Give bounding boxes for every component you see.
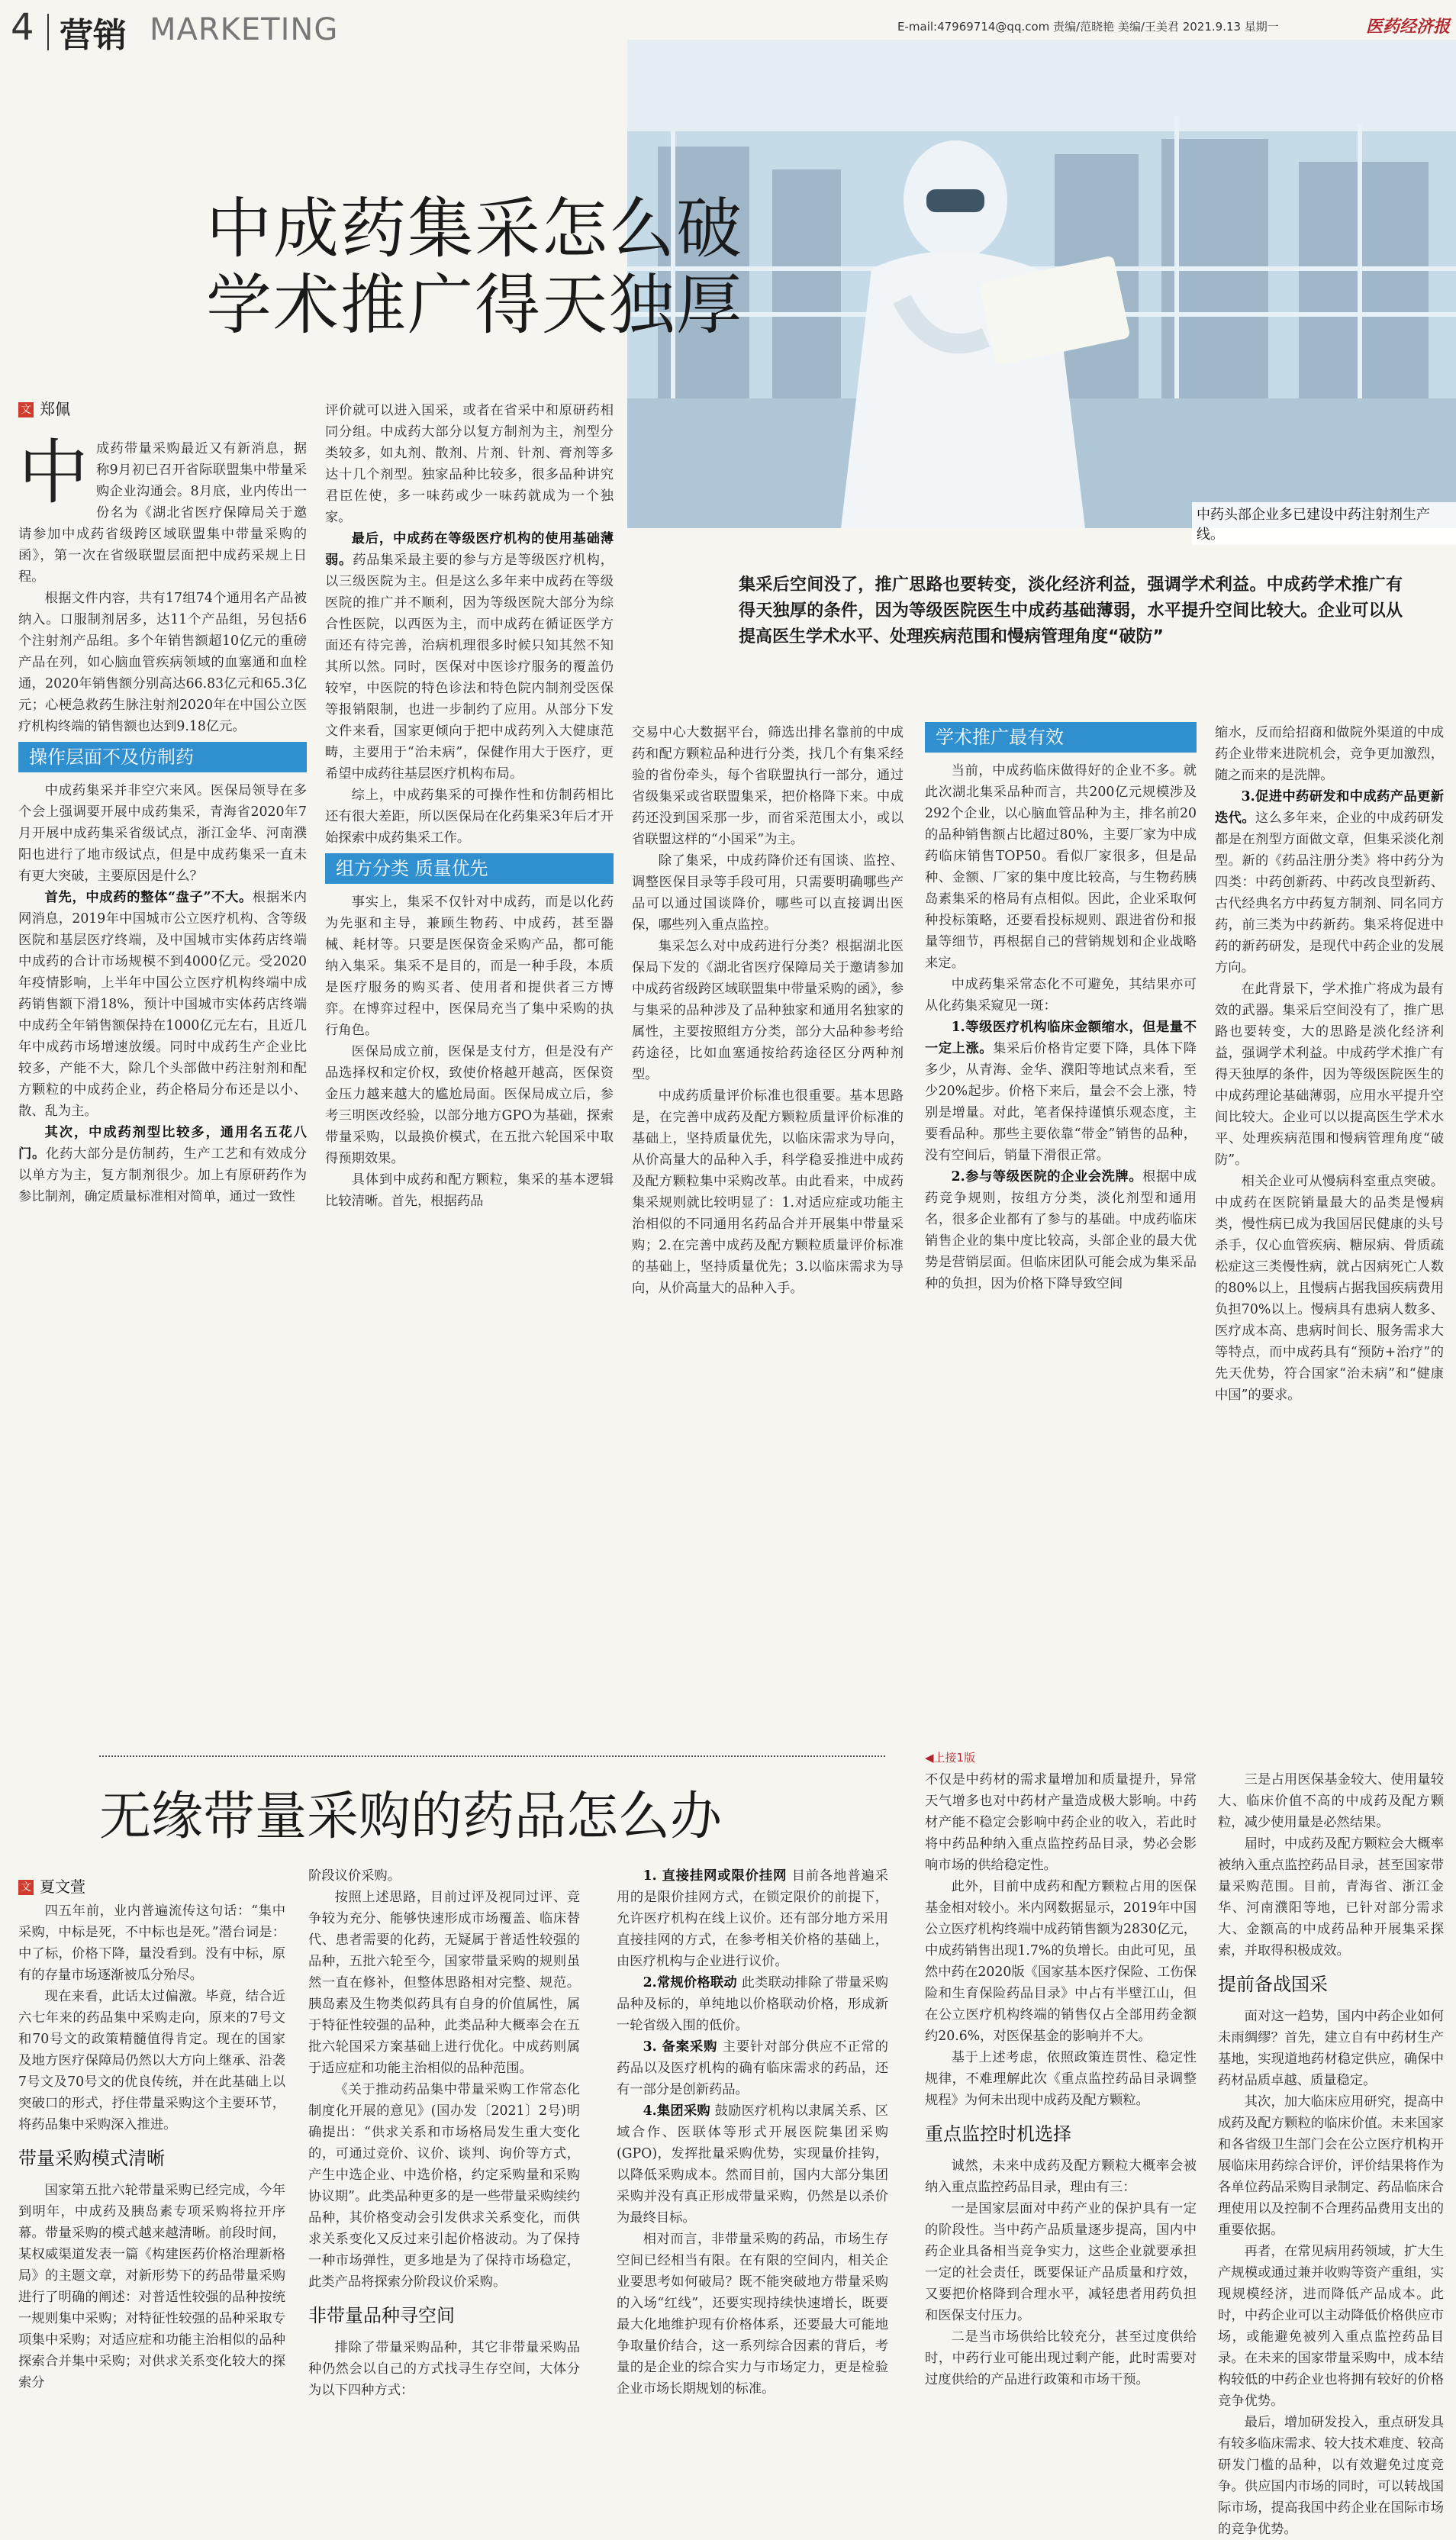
article1-lead: 集采后空间没了，推广思路也要转变，淡化经济利益，强调学术利益。中成药学术推广有得天独厚的条件，因为等级医院医生中成药基础薄弱，水平提升空间比较大。企业可以从提高医生学术水平、处理疾病范围和慢病管理角度“破防” <box>739 575 1403 646</box>
author-name: 郑佩 <box>40 400 70 418</box>
section-heading: 重点监控时机选择 <box>925 2123 1071 2145</box>
article2-column-4 <box>925 1769 1197 2387</box>
article1-title-line2: 学术推广得天独厚 <box>206 267 743 343</box>
paragraph <box>18 1122 307 1207</box>
paragraph: 中成药集采并非空穴来风。医保局领导在多个会上强调要开展中成药集采，青海省2020年7月开展中成药集采省级试点，浙江金华、河南濮阳也进行了地市级试点，但是中成药集采一直未有更大突破，主要原因是什么？ <box>18 783 307 884</box>
cleanroom-photo <box>627 40 1456 543</box>
article2-column-1 <box>18 1900 285 2390</box>
bold-lead: 2.常规价格联动 <box>643 1975 737 1990</box>
masthead-logo: 医药经济报 <box>1366 17 1451 37</box>
paragraph: 其次，加大临床应用研究，提高中成药及配方颗粒的临床价值。未来国家和各省级卫生部门会在公立医疗机构开展临床用药综合评价，评价结果将作为各单位药品采购目录制定、药品临床合理使用以及控制不合理药品费用支出的重要依据。 <box>1218 2094 1444 2238</box>
paragraph-text: 集采后价格肯定要下降，具体下降多少，从青海、金华、濮阳等地试点来看，至少20%起步。价格下来后，量会不会上涨，特别是增量。对此，笔者保持谨慎乐观态度，主要看品种。那些主要依靠“带金”销售的品种，没有空间后，销量下滑很正常。 <box>925 1041 1197 1163</box>
paragraph <box>18 887 307 1122</box>
bold-lead: 1.等级医疗机构临床金额缩水，但是量不一定上涨。 <box>925 1020 1197 1056</box>
paragraph-text: 根据中成药竞争规则，按组方分类，淡化剂型和通用名，很多企业都有了参与的基础。中成药临床销售企业的集中度比较高，头部企业的最大优势是营销层面。但临床团队可能会成为集采品种的负担，因为价格下降导致空间 <box>925 1169 1197 1291</box>
paragraph: 面对这一趋势，国内中药企业如何未雨绸缪？首先，建立自有中药材生产基地，实现道地药材稳定供应，确保中药材品质卓越、质量稳定。 <box>1218 2009 1444 2088</box>
section-name-en: MARKETING <box>150 12 339 47</box>
paragraph-text: 主要针对部分供应不正常的药品以及医疗机构的确有临床需求的药品，还有一部分是创新药品。 <box>617 2039 888 2097</box>
section-heading: 带量采购模式清晰 <box>18 2148 165 2169</box>
article1-title <box>206 191 743 343</box>
bold-lead: 4.集团采购 <box>643 2103 710 2119</box>
section-heading: 非带量品种寻空间 <box>308 2305 455 2326</box>
paragraph: 评价就可以进入国采，或者在省采中和原研药相同分组。中成药大部分以复方制剂为主，剂型分类较多，如丸剂、散剂、片剂、针剂、膏剂等多达十几个剂型。独家品种比较多，很多品种讲究君臣佐使，多一味药或少一味药就成为一个独家。 <box>325 403 614 525</box>
paragraph <box>925 1017 1197 1166</box>
paragraph: 集采怎么对中成药进行分类？根据湖北医保局下发的《湖北省医疗保障局关于邀请参加中成药省级跨区域联盟集中带量采购的函》，参与集采的品种涉及了品种独家和通用名独家的属性，主要按照组方分类，部分大品种参考给药途径，比如血塞通按给药途径区分两种剂型。 <box>632 939 904 1082</box>
paragraph: 中成药集采常态化不可避免，其结果亦可从化药集采窥见一斑： <box>925 977 1197 1014</box>
article1-title-line1: 中成药集采怎么破 <box>206 191 743 267</box>
bold-lead: 2.参与等级医院的企业会洗牌。 <box>951 1169 1143 1185</box>
bold-lead: 1. 直接挂网或限价挂网 <box>643 1868 788 1884</box>
paragraph: 三是占用医保基金较大、使用量较大、临床价值不高的中成药及配方颗粒，减少使用量是必然结果。 <box>1218 1772 1444 1830</box>
paragraph: 中成药质量评价标准也很重要。基本思路是，在完善中成药及配方颗粒质量评价标准的基础上，坚持质量优先，以临床需求为导向，从价高量大的品种入手，科学稳妥推进中成药及配方颗粒集中采购改革。由此看来，中成药集采规则就比较明显了：1.对适应症或功能主治相似的不同通用名药品合并开展集中带量采购；2.在完善中成药及配方颗粒质量评价标准的基础上，坚持质量优先；3.以临床需求为导向，从价高量大的品种入手。 <box>632 1088 904 1296</box>
author-tag: 文 <box>18 1880 34 1895</box>
bold-lead: 最后，中成药在等级医疗机构的使用基础薄弱。 <box>325 531 614 568</box>
paragraph: 交易中心大数据平台，筛选出排名靠前的中成药和配方颗粒品种进行分类，找几个有集采经验的省份牵头，每个省联盟执行一部分，通过省级集采或省联盟集采，把价格降下来。中成药还没到国采那一步，而省采范围太小，或以省联盟这样的“小国采”为主。 <box>632 725 904 847</box>
section-heading: 提前备战国采 <box>1218 1974 1328 1995</box>
section-heading: 操作层面不及仿制药 <box>18 742 307 772</box>
paragraph: 届时，中成药及配方颗粒会大概率被纳入重点监控药品目录，甚至国家带量采购范围。目前，青海省、浙江金华、河南濮阳等地，已针对部分需求大、金额高的中成药品种开展集采探索，并取得积极成效。 <box>1218 1836 1444 1958</box>
paragraph: 《关于推动药品集中带量采购工作常态化制度化开展的意见》(国办发〔2021〕2号)明确提出：“供求关系和市场格局发生重大变化的，可通过竞价、议价、谈判、询价等方式，产生中选企业、中选价格，约定采购量和采购协议期”。此类品种更多的是一些带量采购续约品种，其价格变动会引发供求关系变化，而供求关系变化又反过来引起价格波动。为了保持一种市场弹性，更多地是为了保持市场稳定，此类产品将探索分阶段议价采购。 <box>308 2082 580 2290</box>
article2-column-3 <box>617 1865 888 2397</box>
dropcap: 中 <box>18 432 89 514</box>
paragraph: 按照上述思路，目前过评及视同过评、竞争较为充分、能够快速形成市场覆盖、临床替代、患者需要的化药，无疑属于普适性较强的品种，五批六轮至今，国家带量采购的规则虽然一直在修补，但整体思路相对完整、规范。胰岛素及生物类似药具有自身的价值属性，属于特征性较强的品种，此类品种大概率会在五批六轮国采方案基础上进行优化。中成药则属于适应症和功能主治相似的品种范围。 <box>308 1890 580 2076</box>
article2-column-2 <box>308 1865 580 2398</box>
paragraph: 一是国家层面对中药产业的保护具有一定的阶段性。当中药产品质量逐步提高，国内中药企业具备相当竞争实力，这些企业就要承担一定的社会责任，既要保证产品质量和疗效，又要把价格降到合理水平，减轻患者用药负担和医保支付压力。 <box>925 2201 1197 2323</box>
paragraph-text: 药品集采最主要的参与方是等级医疗机构，以三级医院为主。但是这么多年来中成药在等级医院的推广并不顺利，因为等级医院大部分为综合性医院，以西医为主，而中成药在循证医学方面还有待完善，治病机理很多时候只知其然不知其所以然。同时，医保对中医诊疗服务的覆盖仍较窄，中医院的特色诊法和特色院内制剂受医保等报销限制，也进一步制约了应用。从部分下发文件来看，国家更倾向于把中成药列入大健康范畴，主要用于“治未病”，保健作用大于医疗，更希望中成药往基层医疗机构布局。 <box>325 553 614 782</box>
paragraph: 诚然，未来中成药及配方颗粒大概率会被纳入重点监控药品目录，理由有三： <box>925 2158 1197 2195</box>
paragraph: 缩水，反而给招商和做院外渠道的中成药企业带来进院机会，竞争更加激烈，随之而来的是洗牌。 <box>1215 725 1444 783</box>
paragraph-text: 这么多年来，企业的中成药研发都是在剂型方面做文章，但集采淡化剂型。新的《药品注册分类》将中药分为四类：中药创新药、中药改良型新药、古代经典名方中药复方制剂、同名同方药，前三类为中药新药。集采将促进中药的新药研发，是现代中药企业的发展方向。 <box>1215 811 1444 975</box>
article1-column-5 <box>1215 722 1444 1699</box>
paragraph: 综上，中成药集采的可操作性和仿制药相比还有很大差距，所以医保局在化药集采3年后才开始探索中成药集采工作。 <box>325 788 614 846</box>
article2-title: 无缘带量采购的药品怎么办 <box>99 1787 723 1847</box>
article2-author <box>18 1874 85 1897</box>
paragraph-text: 化药大部分是仿制药，生产工艺和有效成分以单方为主，复方制剂很少。加上有原研药作为参比制剂，确定质量标准相对简单，通过一致性 <box>18 1146 307 1204</box>
paragraph <box>617 2036 888 2100</box>
continued-label: ◀上接1版 <box>925 1751 976 1765</box>
article1-author <box>18 397 70 419</box>
paragraph-text: 根据米内网消息，2019年中国城市公立医疗机构、含等级医院和基层医疗终端，及中国城市实体药店终端中成药的合计市场规模不到4000亿元。受2020年疫情影响，上半年中国公立医疗机构终端中成药销售额下滑18%，预计中国城市实体药店终端中成药全年销售额保持在1000亿元左右，且近几年中成药市场增速放缓。同时中成药生产企业比较多，产能不大，除几个头部做中药注射剂和配方颗粒的中成药企业，药企格局分布还是以小、散、乱为主。 <box>18 890 307 1119</box>
paragraph: 具体到中成药和配方颗粒，集采的基本逻辑比较清晰。首先，根据药品 <box>325 1172 614 1209</box>
paragraph: 此外，目前中成药和配方颗粒占用的医保基金相对较小。米内网数据显示，2019年中国公立医疗机构终端中成药销售额为2830亿元，中成药销售出现1.7%的负增长。由此可见，虽然中药在2020版《国家基本医疗保险、工伤保险和生育保险药品目录》中占有半壁江山，但在公立医疗机构终端的销售仅占全部用药金额约20.6%，对医保基金的影响并不大。 <box>925 1879 1197 2044</box>
paragraph: 当前，中成药临床做得好的企业不多。就此次湖北集采品种而言，共200亿元规模涉及292个企业，以心脑血管品种为主，排名前20的品种销售额占比超过80%，主要厂家为中成药临床销售TOP50。看似厂家很多，但是品种、金额、厂家的集中度比较高，与生物药胰岛素集采的格局有点相似。因此，企业采取何种投标策略，还要看投标规则、跟进省份和报量等细节，再根据自己的营销规划和企业战略来定。 <box>925 763 1197 971</box>
paragraph: 排除了带量采购品种，其它非带量采购品种仍然会以自己的方式找寻生存空间，大体分为以下四种方式： <box>308 2340 580 2398</box>
paragraph: 相对而言，非带量采购的药品，市场生存空间已经相当有限。在有限的空间内，相关企业要思考如何破局？既不能突破地方带量采购的入场“红线”，还要实现持续快速增长，既要最大化地维护现有价格体系，还要最大可能地争取量价结合，这一系列综合因素的背后，考量的是企业的综合实力与市场定力，更是检验企业市场长期规划的标准。 <box>617 2232 888 2397</box>
article2-rule <box>99 1755 885 1757</box>
bold-lead: 3. 备案采购 <box>643 2039 718 2055</box>
paragraph <box>1215 786 1444 978</box>
paragraph <box>325 528 614 785</box>
paragraph: 根据文件内容，共有17组74个通用名产品被纳入。口服制剂居多，达11个产品组，另包括6个注射剂产品组。多个年销售额超10亿元的重磅产品在列，如心脑血管疾病领域的血塞通和血栓通，2020年销售额分别高达66.83亿元和65.3亿元；心梗急救药生脉注射剂2020年在中国公立医疗机构终端的销售额也达到9.18亿元。 <box>18 591 307 734</box>
header-divider <box>47 14 49 50</box>
section-heading: 组方分类 质量优先 <box>325 853 614 884</box>
bold-lead: 3.促进中药研发和中成药产品更新迭代。 <box>1215 789 1444 826</box>
paragraph: 医保局成立前，医保是支付方，但是没有产品选择权和定价权，致使价格越开越高，医保资金压力越来越大的尴尬局面。医保局成立后，参考三明医改经验，以部分地方GPO为基础，探索带量采购，以最换价模式，在五批六轮国采中取得预期效果。 <box>325 1044 614 1166</box>
page-number: 4 <box>11 6 34 49</box>
paragraph: 阶段议价采购。 <box>308 1868 401 1884</box>
paragraph: 四五年前，业内普遍流传这句话：“集中采购，中标是死，不中标也是死。”潜台词是：中了标，价格下降，量没看到。没有中标，原有的存量市场逐渐被瓜分殆尽。 <box>18 1903 285 1983</box>
bold-lead: 其次，中成药剂型比较多，通用名五花八门。 <box>18 1125 307 1162</box>
paragraph: 相关企业可从慢病科室重点突破。中成药在医院销量最大的品类是慢病类，慢性病已成为我国居民健康的头号杀手，仅心血管疾病、糖尿病、骨质疏松症这三类慢性病，就占因病死亡人数的80%以上，且慢病占据我国疾病费用负担70%以上。慢病具有患病人数多、医疗成本高、患病时间长、服务需求大等特点，而中成药具有“预防+治疗”的先天优势，符合国家“治未病”和“健康中国”的要求。 <box>1215 1174 1444 1403</box>
article1-column-1 <box>18 432 307 1697</box>
paragraph <box>617 1972 888 2036</box>
paragraph: 再者，在常见病用药领域，扩大生产规模或通过兼并收购等资产重组，实现规模经济，进而降低产品成本。此时，中药企业可以主动降低价格供应市场，或能避免被列入重点监控药品目录。在未来的国家带量采购中，成本结构较低的中药企业也将拥有较好的价格竞争优势。 <box>1218 2244 1444 2409</box>
paragraph: 事实上，集采不仅针对中成药，而是以化药为先驱和主导，兼顾生物药、中成药，甚至器械、耗材等。只要是医保资金采购产品，都可能纳入集采。集采不是目的，而是一种手段，本质是医疗服务的购买者、使用者和提供者三方博弈。在博弈过程中，医保局充当了集中采购的执行角色。 <box>325 894 614 1038</box>
header-info: E-mail:47969714@qq.com 责编/范晓艳 美编/王美君 2021.9.13 星期一 <box>897 20 1279 34</box>
paragraph <box>617 1865 888 1972</box>
paragraph <box>925 1166 1197 1294</box>
author-name: 夏文萱 <box>40 1878 85 1896</box>
paragraph: 二是当市场供给比较充分，甚至过度供给时，中药行业可能出现过剩产能，此时需要对过度供给的产品进行政策和市场干预。 <box>925 2329 1197 2387</box>
article1-column-4 <box>925 717 1197 1699</box>
paragraph: 国家第五批六轮带量采购已经完成，今年到明年，中成药及胰岛素专项采购将拉开序幕。带量采购的模式越来越清晰。前段时间，某权威渠道发表一篇《构建医药价格治理新格局》的主题文章，对新形势下的药品带量采购进行了明确的阐述：对普适性较强的品种按统一规则集中采购；对特征性较强的品种采取专项集中采购；对适应症和功能主治相似的品种探索合并集中采购；对供求关系变化较大的探索分 <box>18 2183 285 2390</box>
paragraph: 成药带量采购最近又有新消息，据称9月初已召开省际联盟集中带量采购企业沟通会。8月底，业内传出一份名为《湖北省医疗保障局关于邀请参加中成药省级跨区域联盟集中带量采购的函》，第一次在省级联盟层面把中成药采规上日程。 <box>18 441 307 585</box>
paragraph: 在此背景下，学术推广将成为最有效的武器。集采后空间没有了，推广思路也要转变，大的思路是淡化经济利益，强调学术利益。中成药学术推广有得天独厚的条件，因为等级医院医生的中成药理论基础薄弱，应用水平提升空间比较大。企业可以以提高医生学术水平、处理疾病范围和慢病管理角度“破防”。 <box>1215 982 1444 1168</box>
photo-caption: 中药头部企业多已建设中药注射剂生产线。 <box>1192 502 1456 545</box>
paragraph: 现在来看，此话太过偏激。毕竟，结合近六七年来的药品集中采购走向，原来的7号文和70号文的政策精髓值得肯定。现在的国家及地方医疗保障局仍然以大方向上继承、沿袭7号文及70号文的优良传统，并在此基础上以突破口的形式，抒住带量采购这个主要环节，将药品集中采购深入推进。 <box>18 1989 285 2132</box>
article1-column-3 <box>632 722 904 1699</box>
paragraph: 除了集采，中成药降价还有国谈、监控、调整医保目录等手段可用，只需要明确哪些产品可以通过国谈降价，哪些可以直接调出医保，哪些列入重点监控。 <box>632 853 904 933</box>
paragraph: 基于上述考虑，依照政策连贯性、稳定性规律，不难理解此次《重点监控药品目录调整规程》为何未出现中成药及配方颗粒。 <box>925 2050 1197 2108</box>
bold-lead: 首先，中成药的整体“盘子”不大。 <box>44 890 253 905</box>
paragraph-text: 此类联动排除了带量采购品种及标的，单纯地以价格联动价格，形成新一轮省级入围的低价。 <box>617 1975 888 2033</box>
section-name: 营销 <box>60 16 127 55</box>
section-heading: 学术推广最有效 <box>925 722 1197 753</box>
paragraph: 不仅是中药材的需求量增加和质量提升，异常天气增多也对中药材产量造成极大影响。中药材产能不稳定会影响中药企业的收入，若此时将中药品种纳入重点监控药品目录，势必会影响市场的供给稳定性。 <box>925 1772 1197 1873</box>
paragraph <box>617 2100 888 2229</box>
photo-illustration <box>627 40 1456 528</box>
paragraph-text: 鼓励医疗机构以隶属关系、区域合作、医联体等形式开展医院集团采购(GPO)，发挥批量采购优势，实现量价挂钩，以降低采购成本。然而目前，国内大部分集团采购并没有真正形成带量采购，仍然是以杀价为最终目标。 <box>617 2103 888 2226</box>
paragraph: 最后，增加研发投入，重点研发具有较多临床需求、较大技术难度、较高研发门槛的品种，以有效避免过度竞争。供应国内市场的同时，可以转战国际市场，提高我国中药企业在国际市场的竞争优势。 <box>1218 2415 1444 2537</box>
author-tag: 文 <box>18 402 34 417</box>
article1-column-2 <box>325 400 614 1697</box>
paragraph-text: 目前各地普遍采用的是限价挂网方式，在锁定限价的前提下，允许医疗机构在线上议价。还有部分地方采用直接挂网的方式，在参考相关价格的基础上，由医疗机构与企业进行议价。 <box>617 1868 888 1969</box>
article2-column-5 <box>1218 1769 1444 2537</box>
